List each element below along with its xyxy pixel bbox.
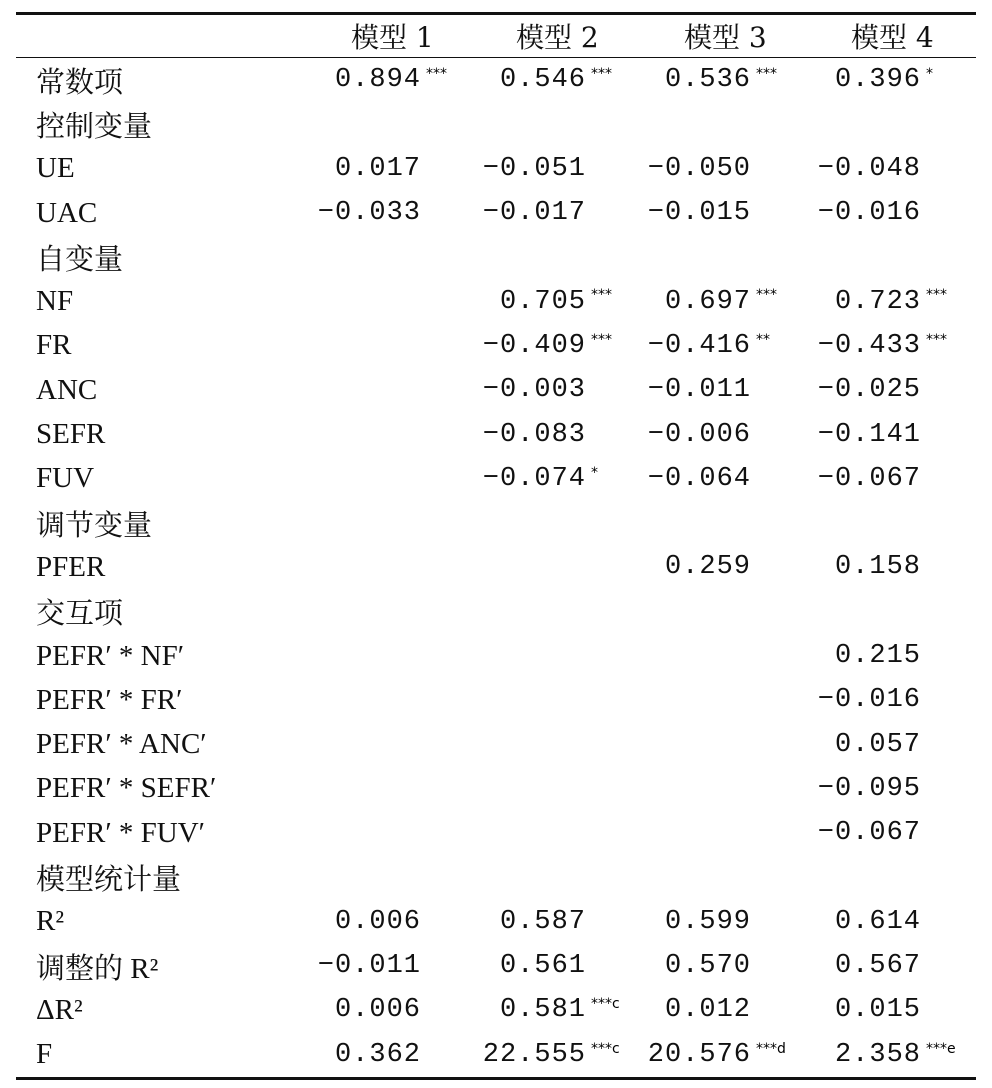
cell-model-4: −0.048 [817, 153, 921, 184]
significance-marker: ** [756, 331, 770, 348]
table-row [16, 811, 976, 855]
cell-model-3: 0.259 [664, 552, 751, 583]
significance-marker: *** [926, 331, 947, 348]
table-header [16, 15, 976, 57]
cell-model-1: 0.894 [334, 65, 421, 96]
cell-model-4: −0.095 [817, 773, 921, 804]
row-label: 交互项 [36, 598, 124, 631]
table-row [16, 191, 976, 235]
cell-model-2: 0.581 [499, 995, 586, 1026]
cell-model-1: 0.017 [334, 153, 421, 184]
cell-model-3: −0.006 [647, 419, 751, 450]
table-body [16, 58, 976, 1077]
cell-model-4: 0.158 [834, 552, 921, 583]
row-label: PEFR′ * NF′ [36, 639, 185, 672]
row-label: ΔR² [36, 993, 83, 1026]
cell-model-4: −0.067 [817, 463, 921, 494]
significance-marker: ***d [756, 1040, 786, 1057]
row-label: PEFR′ * SEFR′ [36, 772, 217, 805]
row-label: UAC [36, 196, 98, 229]
header-model-4: 模型 4 [851, 21, 934, 54]
cell-model-2: 0.546 [499, 65, 586, 96]
row-label: PEFR′ * FUV′ [36, 816, 206, 849]
table-row [16, 279, 976, 323]
cell-model-2: −0.074 [482, 463, 586, 494]
table-row [16, 501, 976, 545]
row-label: 常数项 [36, 66, 124, 99]
row-label: PFER [36, 550, 106, 583]
cell-model-2: −0.017 [482, 198, 586, 229]
cell-model-4: 2.358 [834, 1039, 921, 1070]
cell-model-3: −0.064 [647, 463, 751, 494]
table-row [16, 147, 976, 191]
row-label: FUV [36, 462, 95, 495]
cell-model-4: −0.016 [817, 198, 921, 229]
cell-model-3: 0.697 [664, 286, 751, 317]
table-row [16, 722, 976, 766]
row-label: 控制变量 [36, 110, 153, 143]
regression-table [16, 12, 976, 1080]
cell-model-4: −0.025 [817, 375, 921, 406]
cell-model-2: 0.561 [499, 951, 586, 982]
significance-marker: ***e [926, 1040, 956, 1057]
cell-model-3: 0.570 [664, 951, 751, 982]
cell-model-3: 0.012 [664, 995, 751, 1026]
cell-model-4: 0.215 [834, 641, 921, 671]
table-row [16, 900, 976, 944]
table-row [16, 457, 976, 501]
bottom-rule [16, 1077, 976, 1080]
cell-model-2: 0.705 [499, 286, 586, 317]
cell-model-2: −0.003 [482, 375, 586, 406]
row-label: SEFR [36, 418, 106, 451]
header-model-2: 模型 2 [516, 21, 599, 54]
table-row [16, 634, 976, 678]
row-label: 自变量 [36, 243, 124, 276]
row-label: F [36, 1038, 53, 1071]
cell-model-3: −0.011 [647, 375, 751, 406]
row-label: 模型统计量 [36, 863, 182, 896]
row-label: FR [36, 329, 72, 362]
table-row [16, 678, 976, 722]
row-label: 调节变量 [36, 509, 153, 542]
cell-model-4: −0.067 [817, 818, 921, 849]
header-model-3: 模型 3 [684, 21, 767, 54]
cell-model-2: 0.587 [499, 906, 586, 937]
cell-model-4: 0.723 [834, 286, 921, 317]
significance-marker: ***c [591, 1040, 620, 1057]
cell-model-3: −0.416 [647, 330, 751, 361]
cell-model-3: −0.015 [647, 198, 751, 229]
row-label: NF [36, 285, 74, 318]
significance-marker: *** [591, 66, 612, 82]
table-row [16, 235, 976, 279]
significance-marker: *** [591, 331, 612, 348]
significance-marker: *** [926, 287, 947, 304]
cell-model-4: −0.433 [817, 330, 921, 361]
cell-model-4: 0.567 [834, 951, 921, 982]
cell-model-4: −0.016 [817, 685, 921, 716]
cell-model-2: 22.555 [482, 1039, 586, 1070]
cell-model-4: 0.396 [834, 65, 921, 96]
cell-model-1: 0.006 [334, 906, 421, 937]
table-row [16, 58, 976, 102]
row-label: ANC [36, 373, 98, 406]
significance-marker: *** [756, 287, 777, 304]
cell-model-1: 0.362 [334, 1039, 421, 1070]
cell-model-3: 0.599 [664, 906, 751, 937]
header-model-1: 模型 1 [351, 21, 434, 54]
cell-model-2: −0.409 [482, 330, 586, 361]
cell-model-3: 0.536 [664, 65, 751, 96]
significance-marker: *** [426, 66, 447, 82]
row-label: PEFR′ * FR′ [36, 683, 183, 716]
cell-model-4: 0.614 [834, 906, 921, 937]
cell-model-1: −0.011 [317, 951, 421, 982]
significance-marker: ***c [591, 996, 620, 1013]
table-row [16, 368, 976, 412]
cell-model-4: 0.057 [834, 729, 921, 760]
significance-marker: * [926, 66, 933, 82]
table-row [16, 855, 976, 899]
significance-marker: *** [756, 66, 777, 82]
cell-model-1: −0.033 [317, 198, 421, 229]
table-row [16, 545, 976, 589]
cell-model-1: 0.006 [334, 995, 421, 1026]
row-label: 调整的 R² [36, 952, 159, 985]
table-row [16, 767, 976, 811]
table-row [16, 590, 976, 634]
cell-model-2: −0.051 [482, 153, 586, 184]
table-row [16, 1033, 976, 1077]
table-row [16, 102, 976, 146]
row-label: R² [36, 905, 65, 938]
table-row [16, 412, 976, 456]
table-row [16, 324, 976, 368]
significance-marker: * [591, 464, 598, 481]
row-label: PEFR′ * ANC′ [36, 728, 207, 761]
cell-model-4: −0.141 [817, 419, 921, 450]
significance-marker: *** [591, 287, 612, 304]
cell-model-3: 20.576 [647, 1039, 751, 1070]
table-row [16, 988, 976, 1032]
cell-model-3: −0.050 [647, 153, 751, 184]
cell-model-4: 0.015 [834, 995, 921, 1026]
table-row [16, 944, 976, 988]
row-label: UE [36, 152, 75, 185]
cell-model-2: −0.083 [482, 419, 586, 450]
